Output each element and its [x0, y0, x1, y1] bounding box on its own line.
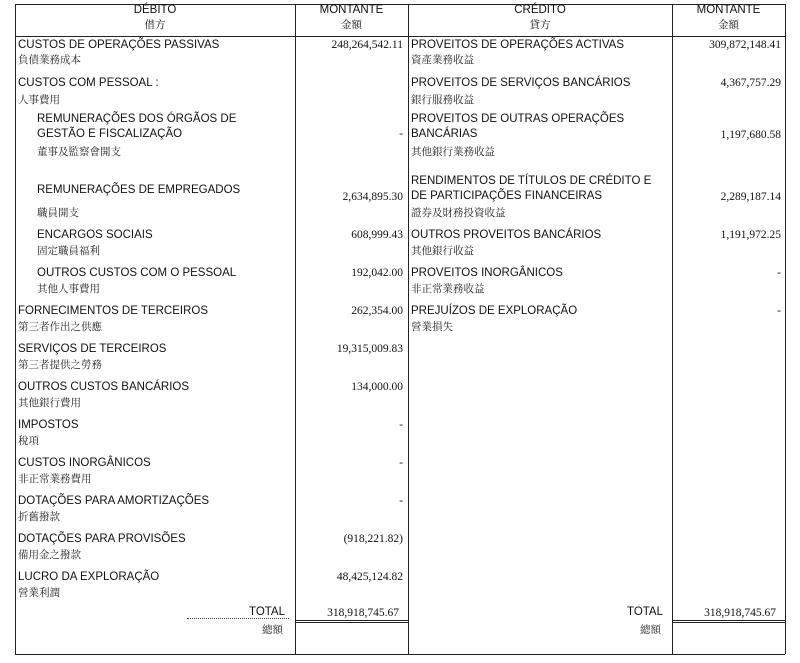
debit-row-label: REMUNERAÇÕES DOS ÓRGÃOS DE [37, 113, 237, 125]
credit-row-label-zh: 銀行服務收益 [411, 94, 474, 106]
credit-row-value: - [777, 267, 781, 279]
debit-row-label-zh: 第三者作出之供應 [18, 321, 102, 333]
debit-row-value: - [399, 128, 403, 140]
debit-total-label: TOTAL [249, 606, 285, 618]
debit-row-label: CUSTOS INORGÂNICOS [18, 457, 151, 469]
debit-total-value: 318,918,745.67 [327, 607, 399, 619]
debit-row-label-zh: 稅項 [18, 435, 39, 447]
credit-row-label: OUTROS PROVEITOS BANCÁRIOS [411, 229, 602, 241]
amount-header: MONTANTE [319, 4, 384, 16]
column-rule [295, 4, 296, 654]
credit-row-label-line2: DE PARTICIPAÇÕES FINANCEIRAS [411, 190, 603, 202]
debit-row-label: OUTROS CUSTOS BANCÁRIOS [18, 381, 190, 393]
debit-row-label-zh: 人事費用 [18, 94, 60, 106]
debit-row-label: CUSTOS COM PESSOAL : [18, 77, 159, 89]
debit-row-value: - [399, 495, 403, 507]
credit-total-rule [672, 620, 785, 621]
credit-header: CRÉDITO [514, 4, 566, 16]
debit-row-label-zh: 其他銀行費用 [18, 397, 81, 409]
credit-total-rule-double [672, 622, 785, 623]
debit-row-label-zh: 非正常業務費用 [18, 473, 92, 485]
debit-total-rule-double [295, 622, 408, 623]
credit-row-label-zh: 營業損失 [411, 321, 453, 333]
debit-row-value: 608,999.43 [351, 229, 403, 241]
credit-row-label-zh: 資產業務收益 [411, 54, 474, 66]
amount-header-zh: 金額 [341, 19, 362, 31]
debit-row-value: 248,264,542.11 [331, 39, 403, 51]
debit-row-label-zh: 備用金之撥款 [18, 549, 81, 561]
credit-total-label: TOTAL [627, 606, 663, 618]
column-rule [15, 4, 16, 654]
credit-row-label: RENDIMENTOS DE TÍTULOS DE CRÉDITO E [411, 175, 652, 187]
credit-row-value: - [777, 305, 781, 317]
credit-row-label-zh: 其他銀行收益 [411, 245, 474, 257]
debit-row-label: DOTAÇÕES PARA PROVISÕES [18, 533, 186, 545]
column-rule [785, 4, 786, 654]
debit-row-label-zh: 其他人事費用 [37, 283, 100, 295]
credit-row-label-zh: 非正常業務收益 [411, 283, 485, 295]
credit-row-label-line2: BANCÁRIAS [411, 128, 478, 140]
debit-row-label-line2: GESTÃO E FISCALIZAÇÃO [37, 128, 183, 140]
debit-row-label: SERVIÇOS DE TERCEIROS [18, 343, 167, 355]
debit-total-label-zh: 總額 [262, 624, 283, 636]
debit-row-value: 134,000.00 [351, 381, 403, 393]
debit-row-label-zh: 職員開支 [37, 207, 79, 219]
header-rule [15, 36, 785, 37]
credit-row-label: PROVEITOS DE SERVIÇOS BANCÁRIOS [411, 77, 631, 89]
debit-row-value: 19,315,009.83 [336, 343, 403, 355]
debit-row-label: REMUNERAÇÕES DE EMPREGADOS [37, 184, 241, 196]
amount2-header-zh: 金額 [718, 19, 739, 31]
credit-row-label: PROVEITOS DE OUTRAS OPERAÇÕES [411, 113, 625, 125]
credit-row-label: PROVEITOS DE OPERAÇÕES ACTIVAS [411, 39, 625, 51]
debit-row-label: OUTROS CUSTOS COM O PESSOAL [37, 267, 237, 279]
credit-row-value: 4,367,757.29 [720, 77, 781, 89]
debit-total-rule [295, 620, 408, 621]
debit-row-label-zh: 負債業務成本 [18, 54, 81, 66]
column-rule [672, 4, 673, 654]
credit-header-zh: 貸方 [529, 19, 551, 31]
debit-row-label: DOTAÇÕES PARA AMORTIZAÇÕES [18, 495, 210, 507]
credit-row-label: PROVEITOS INORGÂNICOS [411, 267, 563, 279]
debit-row-label-zh: 董事及監察會開支 [37, 146, 121, 158]
credit-row-label: PREJUÍZOS DE EXPLORAÇÃO [411, 305, 578, 317]
debit-row-value: - [399, 457, 403, 469]
debit-row-value: (918,221.82) [343, 533, 403, 545]
credit-row-label-zh: 其他銀行業務收益 [411, 146, 495, 158]
debit-row-label: CUSTOS DE OPERAÇÕES PASSIVAS [18, 39, 220, 51]
debit-row-label-zh: 第三者提供之勞務 [18, 359, 102, 371]
amount2-header: MONTANTE [696, 4, 761, 16]
debit-row-label-zh: 折舊撥款 [18, 511, 60, 523]
debit-header: DÉBITO [133, 4, 177, 16]
credit-row-label-zh: 證券及財務投資收益 [411, 207, 506, 219]
column-rule [408, 4, 409, 654]
credit-row-value: 1,191,972.25 [720, 229, 781, 241]
debit-row-value: 2,634,895.30 [342, 191, 403, 203]
debit-row-label: ENCARGOS SOCIAIS [37, 229, 153, 241]
credit-total-value: 318,918,745.67 [704, 607, 776, 619]
credit-row-value: 309,872,148.41 [709, 39, 781, 51]
credit-row-value: 1,197,680.58 [720, 129, 781, 141]
credit-row-value: 2,289,187.14 [720, 191, 781, 203]
debit-row-value: 262,354.00 [351, 305, 403, 317]
debit-row-value: 192,042.00 [351, 267, 403, 279]
credit-total-label-zh: 總額 [640, 624, 661, 636]
debit-row-label: LUCRO DA EXPLORAÇÃO [18, 571, 160, 583]
debit-row-label: IMPOSTOS [18, 419, 79, 431]
debit-header-zh: 借方 [144, 19, 166, 31]
debit-row-value: - [399, 419, 403, 431]
debit-row-value: 48,425,124.82 [336, 571, 403, 583]
table-bottom-rule [15, 654, 785, 655]
debit-row-label: FORNECIMENTOS DE TERCEIROS [18, 305, 208, 317]
debit-row-label-zh: 固定職員福利 [37, 245, 100, 257]
debit-row-label-zh: 營業利潤 [18, 587, 60, 599]
